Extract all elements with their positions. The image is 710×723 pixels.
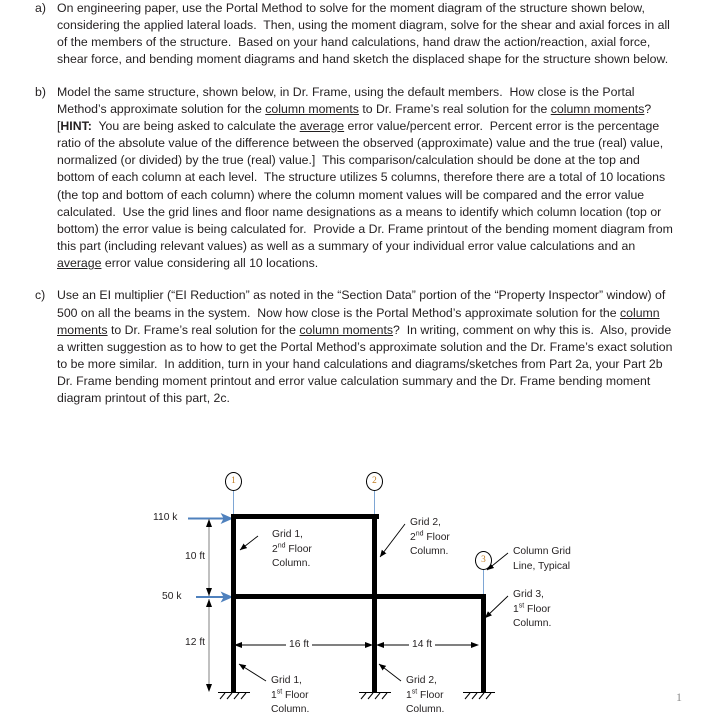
term-column-moments: column moments: [550, 101, 645, 116]
fixed-support-grid3: [463, 693, 495, 700]
question-c-text: Use an EI multiplier (“EI Reduction” as noted in the “Section Data” portion of the “Property Inspector” window) of 500 on all the beams in the system. Now how close is the Portal Method’s approximate solution for the column moments to Dr. Frame’s real solution for the column moments? In writing, comment on why this is. Also, provide a written suggestion as to how to get the Portal Method’s approximate solution and the Dr. Frame’s exact solution to be more similar. In addition, turn in your hand calculations and diagrams/sketches from Part 2a, your Part 2b Dr. Frame bending moment printout and error value calculation summary and the Dr. Frame bending moment diagram printout of this part, 2c.: [57, 288, 673, 406]
dimension-label-14ft: 14 ft: [409, 639, 435, 651]
annotation-line: 2nd Floor: [410, 530, 450, 543]
annotation-line: Column.: [406, 704, 445, 716]
load-label-50k: 50 k: [162, 591, 182, 602]
term-average: average: [57, 256, 102, 271]
leader-grid2-2nd-floor: [380, 524, 405, 557]
structural-frame-figure: [0, 466, 710, 723]
term-average: average: [299, 118, 345, 133]
annotation-line: Grid 1,: [271, 675, 302, 686]
grid-bubble-1[interactable]: 1: [225, 472, 242, 491]
leader-grid1-1st-floor: [239, 664, 266, 681]
annotation-line: 2nd Floor: [272, 542, 312, 555]
question-b-text: Model the same structure, shown below, in Dr. Frame, using the default members. How close is the Portal Method’s approximate solution for the column moments to Dr. Frame’s real solution for the column moments? [HINT: You are being asked to calculate the average error value/percent error. Percent error is the percentage ratio of the absolute value of the difference between the observed (approximate) value and the true (real) value, normalized (or divided) by the true (real) value.] This comparison/calculation should be done at the top and bottom of each column at each level. The structure utilizes 5 columns, therefore there are a total of 10 locations (the top and bottom of each column) where the column moment values will be compared and the error value calculated. Use the grid lines and floor name designations as a means to identify which column location (top or bottom) the error value is being calculated for. Provide a Dr. Frame printout of the bending moment diagram from this part (including relevant values) as well as a summary of your individual error value calculations and an average error value considering all 10 locations.: [57, 84, 673, 271]
annotation-line: 1st Floor: [406, 688, 444, 701]
dimension-label-12ft: 12 ft: [182, 637, 208, 649]
annotation-grid3-1st-floor: [513, 588, 551, 632]
ordinal-suffix: st: [276, 688, 283, 696]
question-c-marker: c): [35, 288, 46, 303]
question-c: [0, 287, 710, 407]
column-grid1-2nd-floor: [231, 514, 236, 598]
roof-beam-bay1: [231, 514, 379, 519]
dimension-label-16ft: 16 ft: [286, 639, 312, 651]
column-grid2-1st-floor: [372, 594, 377, 693]
leader-grid2-1st-floor: [379, 664, 401, 681]
question-b-marker: b): [35, 84, 46, 99]
annotation-line: Grid 1,: [272, 529, 303, 540]
annotation-line: Grid 2,: [410, 517, 441, 528]
page-number: 1: [676, 690, 682, 704]
column-grid3-1st-floor: [481, 594, 486, 694]
annotation-grid2-2nd-floor: [410, 516, 450, 560]
question-a-text: On engineering paper, use the Portal Method to solve for the moment diagram of the structure shown below, considering the applied lateral loads. Then, using the moment diagram, solve for the shear and axial forces in all of the members of the structure. Based on your hand calculations, hand draw the action/reaction, axial force, shear force, and bending moment diagrams and hand sketch the displaced shape for the structure shown below.: [57, 1, 670, 67]
question-b: [0, 84, 710, 273]
annotation-line: 1st Floor: [271, 688, 309, 701]
question-a: [0, 0, 710, 69]
fixed-support-grid1: [218, 693, 250, 700]
term-column-moments: column moments: [299, 322, 394, 337]
annotation-line: Grid 3,: [513, 589, 544, 600]
annotation-grid2-1st-floor: [406, 674, 444, 718]
annotation-line: Column.: [513, 618, 552, 630]
annotation-grid1-1st-floor: [271, 674, 309, 718]
second-floor-beam-bay1: [231, 594, 379, 599]
annotation-line: 1st Floor: [513, 602, 551, 615]
fixed-support-grid2: [359, 693, 391, 700]
column-grid2-2nd-floor: [372, 514, 377, 598]
annotation-line: Column.: [410, 546, 449, 558]
grid-bubble-3[interactable]: 3: [475, 551, 492, 570]
grid-bubble-2[interactable]: 2: [366, 472, 383, 491]
second-floor-beam-bay2: [374, 594, 485, 599]
term-column-moments: column moments: [57, 305, 660, 337]
leader-grid3-1st-floor: [485, 596, 508, 618]
term-column-moments: column moments: [265, 101, 359, 116]
ordinal-suffix: st: [518, 602, 525, 610]
annotation-line: Column.: [272, 558, 311, 570]
ordinal-suffix: nd: [277, 542, 286, 550]
annotation-grid1-2nd-floor: [272, 528, 312, 572]
annotation-line: Column.: [271, 704, 310, 716]
ordinal-suffix: nd: [415, 530, 424, 538]
annotation-line: Line, Typical: [513, 560, 571, 572]
load-label-110k: 110 k: [153, 512, 178, 523]
leader-grid1-2nd-floor: [240, 536, 258, 550]
ordinal-suffix: st: [411, 688, 418, 696]
annotation-column-grid-line: [513, 545, 571, 574]
annotation-line: Column Grid: [513, 546, 571, 557]
column-grid1-1st-floor: [231, 594, 236, 693]
dimension-label-10ft: 10 ft: [182, 551, 208, 563]
question-a-marker: a): [35, 1, 46, 15]
hint-label: HINT:: [60, 118, 92, 133]
annotation-line: Grid 2,: [406, 675, 437, 686]
